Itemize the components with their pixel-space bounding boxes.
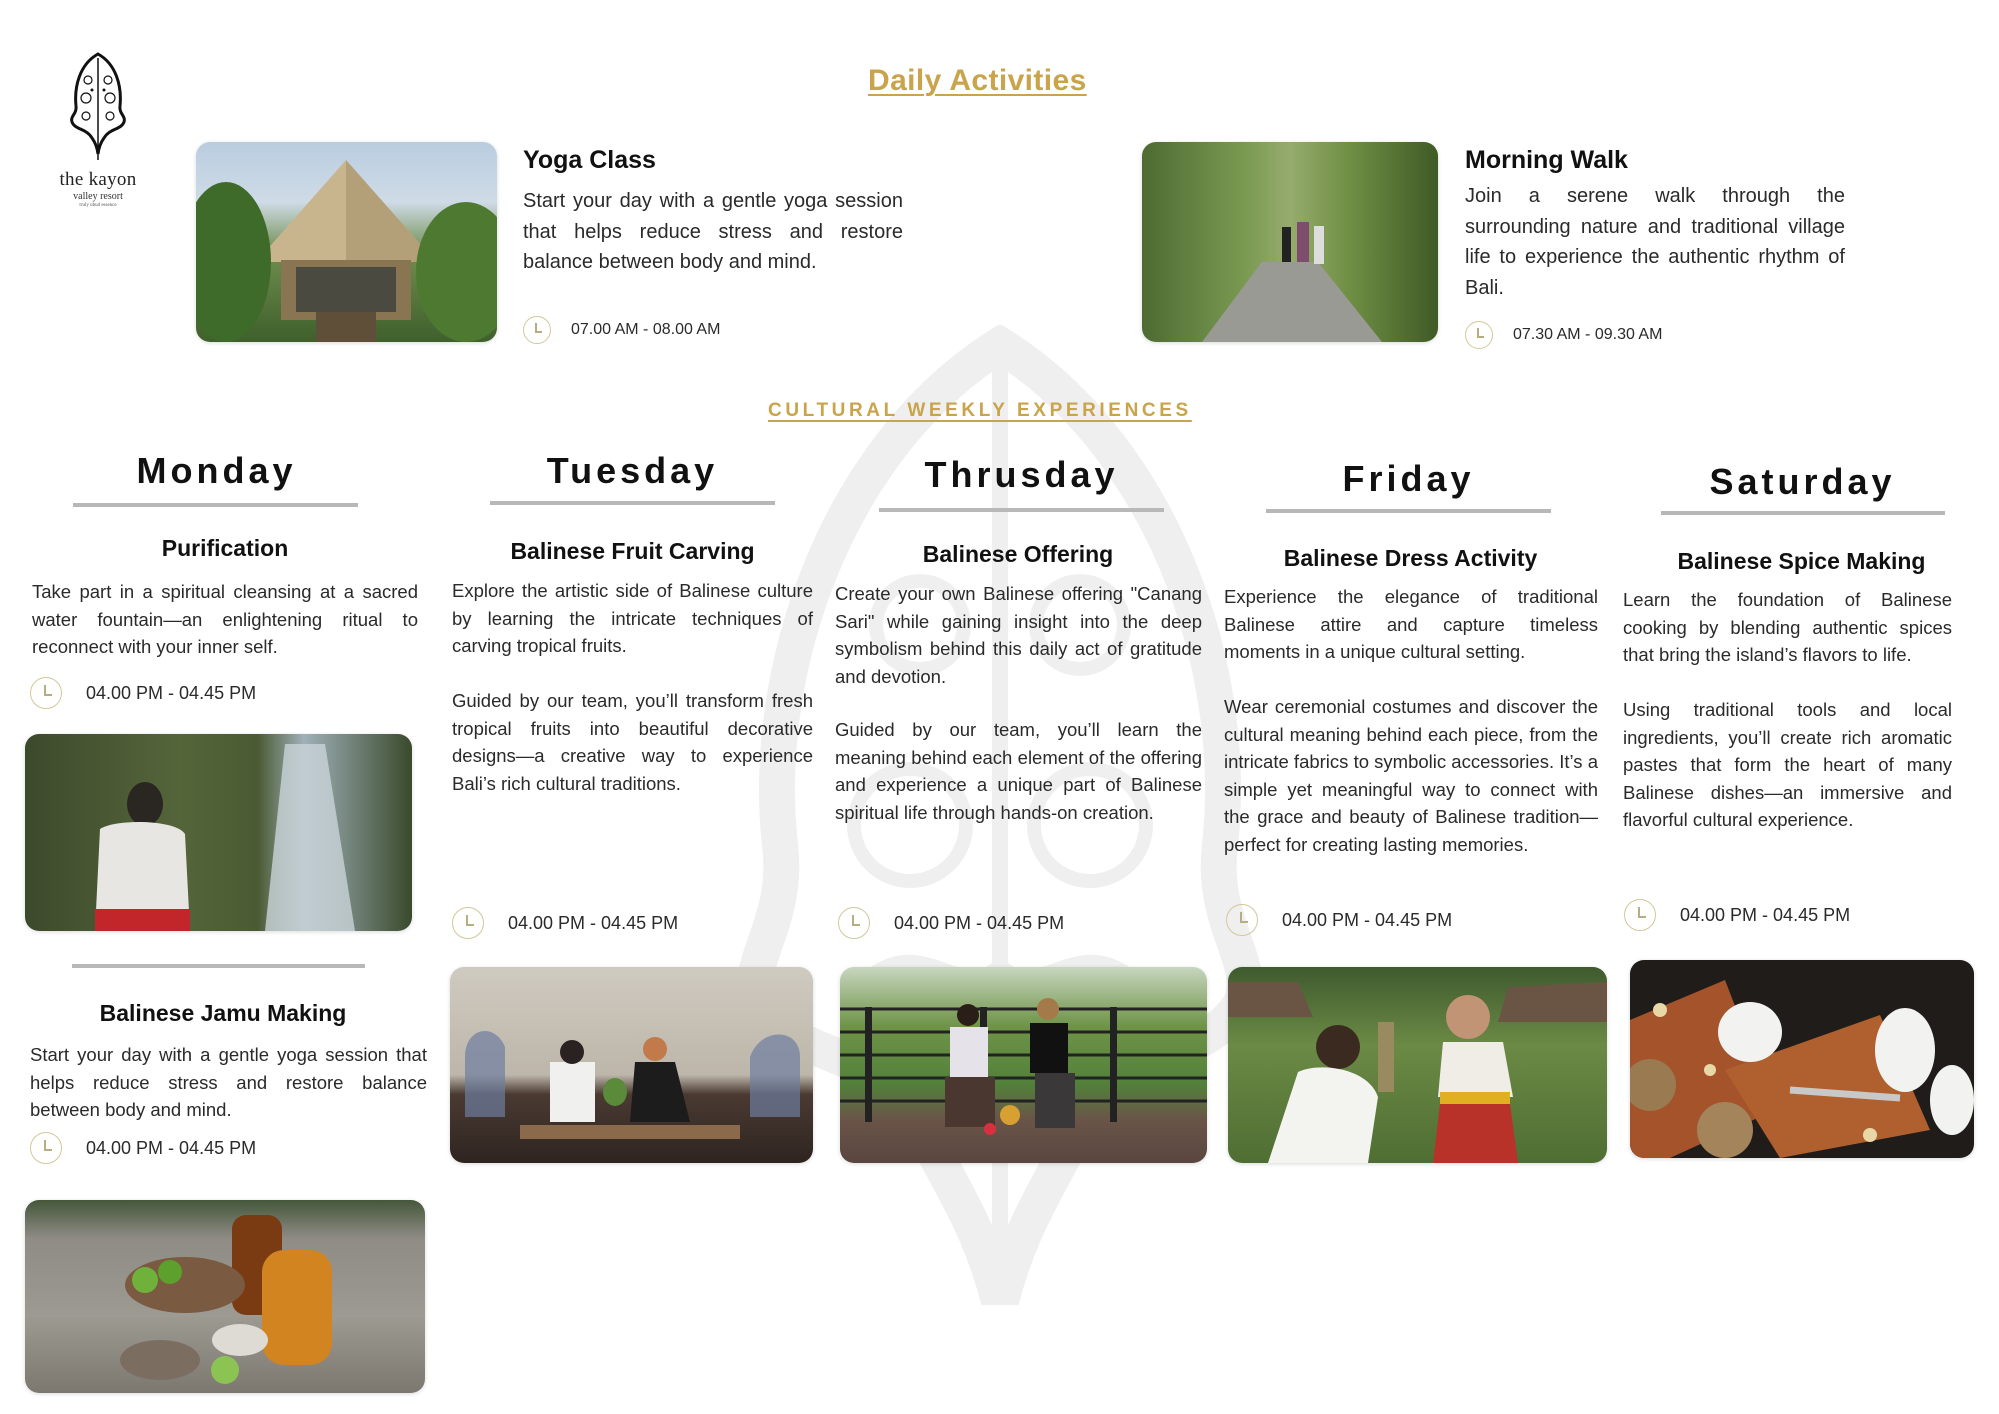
clock-icon bbox=[452, 907, 484, 939]
jamu-drinks-photo bbox=[25, 1200, 425, 1393]
day-divider bbox=[1661, 511, 1945, 515]
day-heading-tuesday: Tuesday bbox=[546, 450, 719, 491]
day-divider bbox=[490, 501, 775, 505]
day-divider bbox=[879, 508, 1164, 512]
spice-making-time-text: 04.00 PM - 04.45 PM bbox=[1680, 904, 1851, 925]
fruit-carving-photo bbox=[450, 967, 813, 1163]
day-divider bbox=[1266, 509, 1551, 513]
spice-making-description: Learn the foundation of Balinese cooking by blending authentic spices that bring the island’s flavors to life. bbox=[1623, 589, 1952, 665]
jamu-making-time-text: 04.00 PM - 04.45 PM bbox=[86, 1137, 257, 1158]
spice-chopping-photo bbox=[1630, 960, 1974, 1158]
morning-walk-title: Morning Walk bbox=[1465, 146, 1628, 174]
day-heading-friday: Friday bbox=[1342, 458, 1475, 499]
jamu-making-title: Balinese Jamu Making bbox=[99, 1000, 347, 1026]
yoga-class-time bbox=[523, 316, 720, 344]
fruit-carving-title: Balinese Fruit Carving bbox=[510, 538, 755, 564]
brand-subtitle: valley resort bbox=[73, 191, 123, 202]
morning-walk-time bbox=[1465, 321, 1662, 349]
offering-making-photo bbox=[840, 967, 1207, 1163]
yoga-class-description: Start your day with a gentle yoga session that helps reduce stress and restore balance between body and mind. bbox=[523, 190, 903, 273]
spice-making-title: Balinese Spice Making bbox=[1677, 548, 1926, 574]
yoga-class-time-text: 07.00 AM - 08.00 AM bbox=[571, 321, 721, 338]
dress-activity-time bbox=[1226, 904, 1452, 936]
clock-icon bbox=[523, 316, 551, 344]
offering-time bbox=[838, 907, 1064, 939]
offering-title: Balinese Offering bbox=[922, 541, 1114, 567]
water-fountain-purification-photo bbox=[25, 734, 412, 931]
jamu-making-description: Start your day with a gentle yoga session that helps reduce stress and restore balance between body and mind. bbox=[30, 1044, 427, 1120]
dress-activity-time-text: 04.00 PM - 04.45 PM bbox=[1282, 909, 1453, 930]
fruit-carving-description: Explore the artistic side of Balinese culture by learning the intricate techniques of carving tropical fruits. bbox=[452, 580, 813, 656]
morning-walk-photo bbox=[1142, 142, 1438, 342]
offering-description: Create your own Balinese offering "Canang Sari" while gaining insight into the deep symbolism behind this daily act of gratitude and devotion. bbox=[835, 583, 1202, 687]
jamu-making-time bbox=[30, 1132, 256, 1164]
dress-activity-description-2: Wear ceremonial costumes and discover the cultural meaning behind each piece, from the intricate fabrics to symbolic accessories. It’s a simple yet meaningful way to connect with the grace and beauty of Balinese tradition—perfect for creating lasting memories. bbox=[1224, 696, 1598, 855]
dress-activity-description: Experience the elegance of traditional Balinese attire and capture timeless moments in a unique cultural setting. bbox=[1224, 586, 1598, 662]
brand-tagline: truly ubud essence bbox=[79, 203, 117, 208]
clock-icon bbox=[838, 907, 870, 939]
spice-making-description-2: Using traditional tools and local ingredients, you’ll create rich aromatic pastes that form the heart of many Balinese dishes—an immersive and flavorful cultural experience. bbox=[1623, 699, 1952, 830]
day-heading-saturday: Saturday bbox=[1709, 461, 1896, 502]
balinese-dress-photo bbox=[1228, 967, 1607, 1163]
clock-icon bbox=[30, 677, 62, 709]
fruit-carving-time bbox=[452, 907, 678, 939]
spice-making-time bbox=[1624, 899, 1850, 931]
offering-description-2: Guided by our team, you’ll learn the meaning behind each element of the offering and experience a unique part of Balinese spiritual life through hands-on creation. bbox=[835, 719, 1202, 823]
clock-icon bbox=[1226, 904, 1258, 936]
offering-time-text: 04.00 PM - 04.45 PM bbox=[894, 912, 1065, 933]
morning-walk-time-text: 07.30 AM - 09.30 AM bbox=[1513, 326, 1663, 343]
morning-walk-description: Join a serene walk through the surrounding nature and traditional village life to experience the authentic rhythm of Bali. bbox=[1465, 185, 1845, 299]
clock-icon bbox=[1465, 321, 1493, 349]
day-heading-thursday: Thrusday bbox=[924, 454, 1119, 495]
purification-description: Take part in a spiritual cleansing at a sacred water fountain—an enlightening ritual to reconnect with your inner self. bbox=[32, 581, 418, 657]
kayon-logo-icon bbox=[66, 50, 130, 162]
section-divider bbox=[72, 964, 365, 968]
yoga-pavilion-photo bbox=[196, 142, 497, 342]
cultural-weekly-title: CULTURAL WEEKLY EXPERIENCES bbox=[768, 400, 1192, 421]
resort-logo bbox=[52, 50, 144, 209]
yoga-class-title: Yoga Class bbox=[523, 146, 656, 174]
fruit-carving-time-text: 04.00 PM - 04.45 PM bbox=[508, 912, 679, 933]
clock-icon bbox=[30, 1132, 62, 1164]
purification-time bbox=[30, 677, 256, 709]
purification-time-text: 04.00 PM - 04.45 PM bbox=[86, 682, 257, 703]
dress-activity-title: Balinese Dress Activity bbox=[1283, 545, 1538, 571]
clock-icon bbox=[1624, 899, 1656, 931]
day-heading-monday: Monday bbox=[136, 450, 297, 491]
daily-activities-title: Daily Activities bbox=[868, 64, 1087, 97]
brand-name: the kayon bbox=[59, 169, 137, 190]
day-divider bbox=[73, 503, 358, 507]
purification-title: Purification bbox=[161, 535, 289, 561]
fruit-carving-description-2: Guided by our team, you’ll transform fresh tropical fruits into beautiful decorative designs—a creative way to experience Bali’s rich cultural traditions. bbox=[452, 690, 813, 794]
